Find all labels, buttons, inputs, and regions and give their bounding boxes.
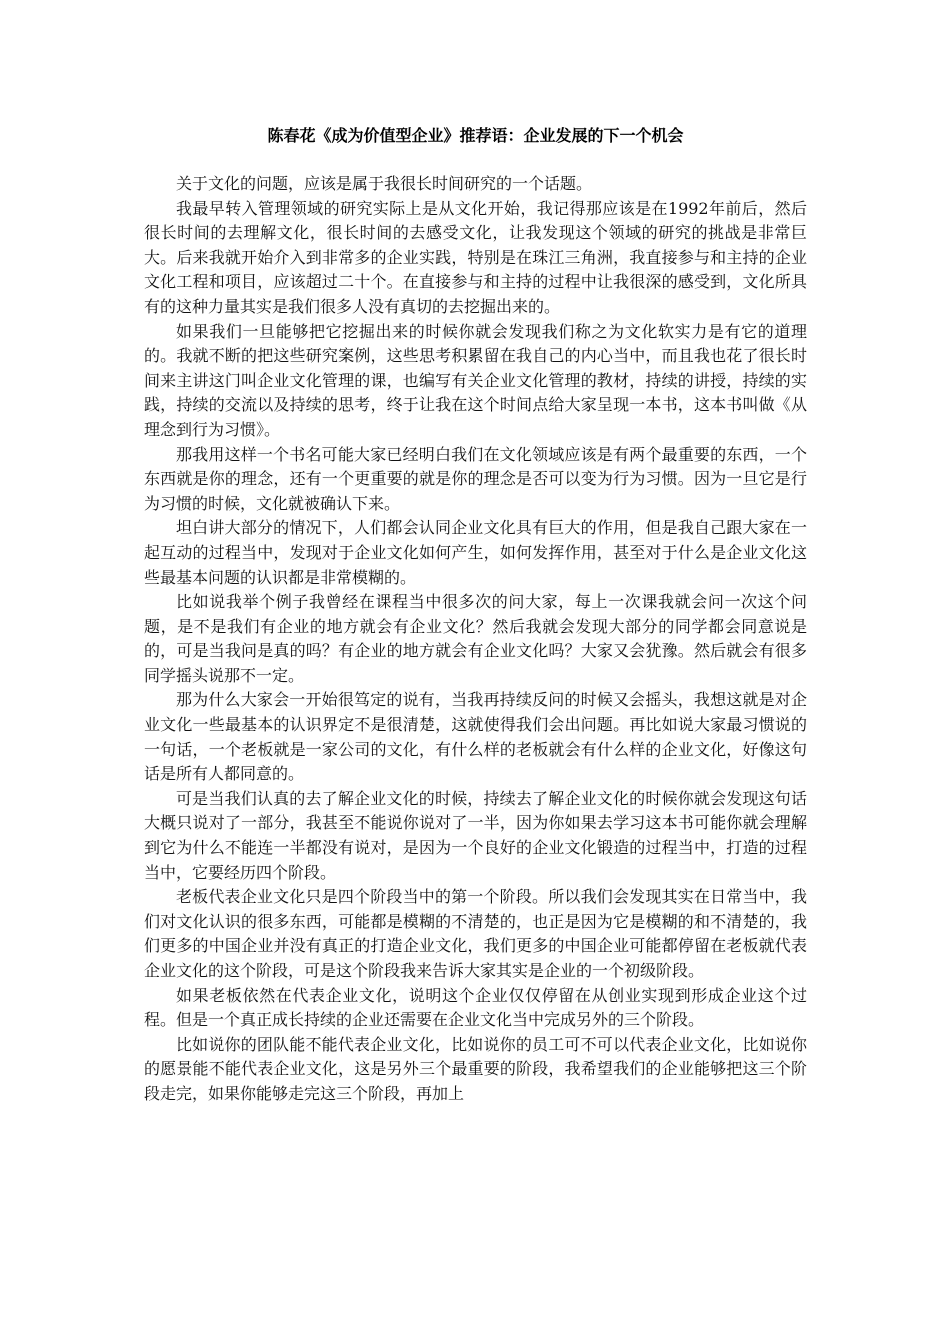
paragraph-9: 老板代表企业文化只是四个阶段当中的第一个阶段。所以我们会发现其实在日常当中，我们对文化认识的很多东西，可能都是模糊的不清楚的，也正是因为它是模糊的和不清楚的，我们更多的中国企业并没有真正的打造企业文化，我们更多的中国企业可能都停留在老板就代表企业文化的这个阶段，可是这个阶段我来告诉大家其实是企业的一个初级阶段。: [144, 887, 807, 980]
paragraph-5: 坦白讲大部分的情况下，人们都会认同企业文化具有巨大的作用，但是我自己跟大家在一起互动的过程当中，发现对于企业文化如何产生，如何发挥作用，甚至对于什么是企业文化这些最基本问题的认识都是非常模糊的。: [144, 518, 807, 587]
paragraph-4: 那我用这样一个书名可能大家已经明白我们在文化领域应该是有两个最重要的东西，一个东西就是你的理念，还有一个更重要的就是你的理念是否可以变为行为习惯。因为一旦它是行为习惯的时候，文化就被确认下来。: [144, 444, 807, 513]
paragraph-7: 那为什么大家会一开始很笃定的说有，当我再持续反问的时候又会摇头，我想这就是对企业文化一些最基本的认识界定不是很清楚，这就使得我们会出问题。再比如说大家最习惯说的一句话，一个老板就是一家公司的文化，有什么样的老板就会有什么样的企业文化，好像这句话是所有人都同意的。: [144, 690, 807, 784]
document-body: [144, 172, 807, 1107]
paragraph-1: 关于文化的问题，应该是属于我很长时间研究的一个话题。: [176, 174, 593, 193]
paragraph-11: 比如说你的团队能不能代表企业文化，比如说你的员工可不可以代表企业文化，比如说你的愿景能不能代表企业文化，这是另外三个最重要的阶段，我希望我们的企业能够把这三个阶段走完，如果你能够走完这三个阶段，再加上: [144, 1034, 807, 1103]
paragraph-3: 如果我们一旦能够把它挖掘出来的时候你就会发现我们称之为文化软实力是有它的道理的。我就不断的把这些研究案例，这些思考积累留在我自己的内心当中，而且我也花了很长时间来主讲这门叫企业文化管理的课，也编写有关企业文化管理的教材，持续的讲授，持续的实践，持续的交流以及持续的思考，终于让我在这个时间点给大家呈现一本书，这本书叫做《从理念到行为习惯》。: [144, 321, 807, 439]
paragraph-2: 我最早转入管理领域的研究实际上是从文化开始，我记得那应该是在1992年前后，然后很长时间的去理解文化，很长时间的去感受文化，让我发现这个领域的研究的挑战是非常巨大。后来我就开始介入到非常多的企业实践，特别是在珠江三角洲，我直接参与和主持的企业文化工程和项目，应该超过二十个。在直接参与和主持的过程中让我很深的感受到，文化所具有的这种力量其实是我们很多人没有真切的去挖掘出来的。: [144, 198, 807, 316]
paragraph-10: 如果老板依然在代表企业文化，说明这个企业仅仅停留在从创业实现到形成企业这个过程。但是一个真正成长持续的企业还需要在企业文化当中完成另外的三个阶段。: [144, 985, 807, 1030]
document-title: 陈春花《成为价值型企业》推荐语：企业发展的下一个机会: [267, 126, 684, 145]
paragraph-6: 比如说我举个例子我曾经在课程当中很多次的问大家，每上一次课我就会问一次这个问题，是不是我们有企业的地方就会有企业文化？然后我就会发现大部分的同学都会同意说是的，可是当我问是真的吗？有企业的地方就会有企业文化吗？大家又会犹豫。然后就会有很多同学摇头说那不一定。: [144, 592, 807, 685]
paragraph-8: 可是当我们认真的去了解企业文化的时候，持续去了解企业文化的时候你就会发现这句话大概只说对了一部分，我甚至不能说你说对了一半，因为你如果去学习这本书可能你就会理解到它为什么不能连一半都没有说对，是因为一个良好的企业文化锻造的过程当中，打造的过程当中，它要经历四个阶段。: [144, 788, 807, 882]
document-page: [144, 124, 807, 1107]
